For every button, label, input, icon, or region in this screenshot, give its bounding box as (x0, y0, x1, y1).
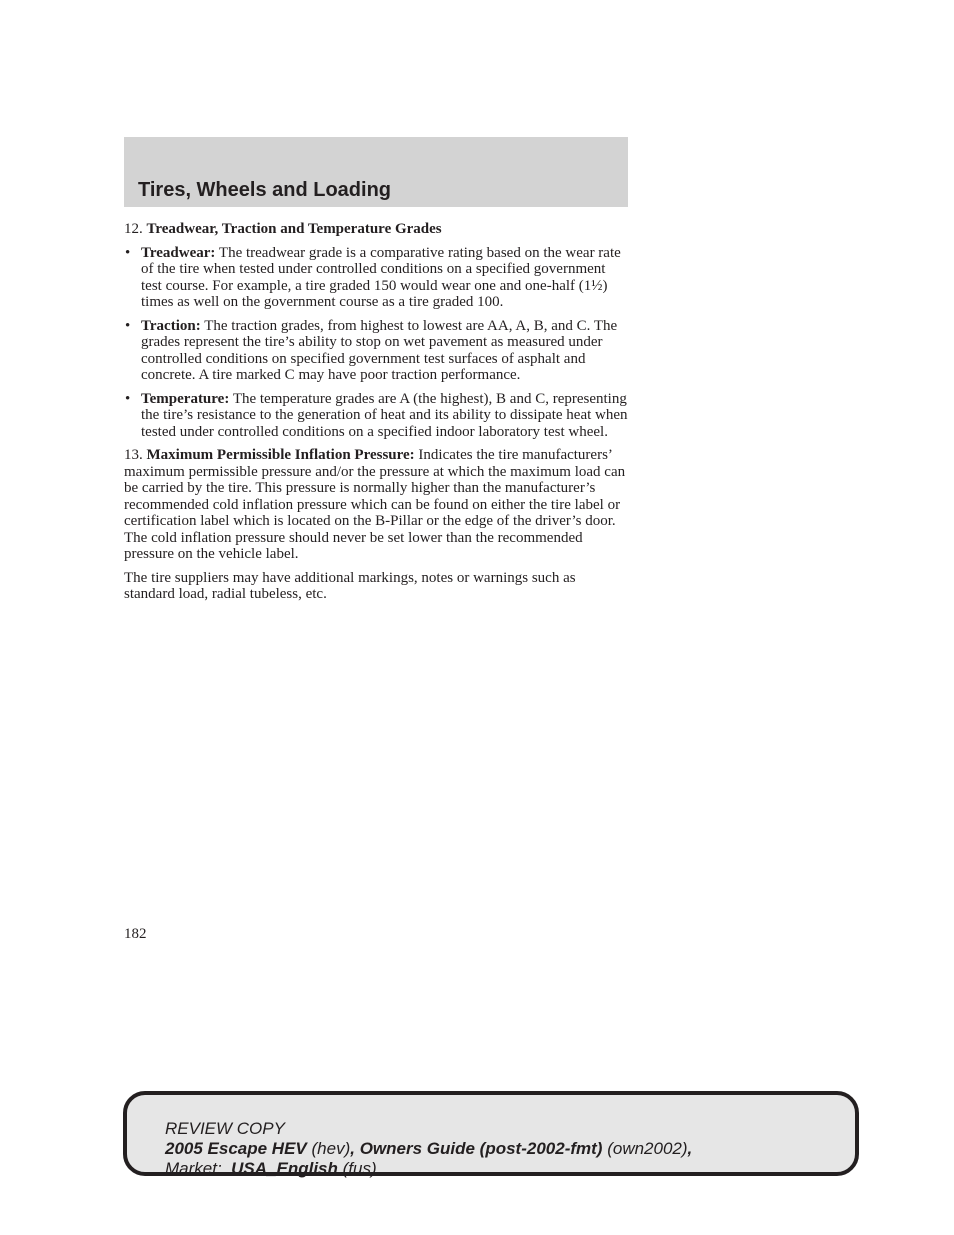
footer-vehicle: 2005 Escape HEV (165, 1139, 307, 1158)
footer-guide: Owners Guide (post-2002-fmt) (359, 1139, 603, 1158)
list-item-traction (124, 318, 628, 384)
item-12-title: Treadwear, Traction and Temperature Grades (146, 221, 442, 237)
footer-market-label: Market: (165, 1159, 222, 1178)
treadwear-label: Treadwear: (141, 244, 216, 261)
footer-separator: , (687, 1139, 693, 1158)
traction-text: The traction grades, from highest to lowest are AA, A, B, and C. The grades represent the tire’s ability to stop on wet pavement as measured under controlled conditions on specified government test surfaces of asphalt and concrete. A tire marked C may have poor traction performance. (141, 317, 618, 383)
list-item-temperature (124, 391, 628, 441)
closing-paragraph: The tire suppliers may have additional markings, notes or warnings such as standard load, radial tubeless, etc. (124, 569, 576, 602)
bullet-icon: • (125, 390, 131, 407)
section-title: Tires, Wheels and Loading (138, 179, 392, 201)
footer-market-line (165, 1159, 692, 1179)
review-copy-label: REVIEW COPY (165, 1119, 285, 1138)
footer-text (165, 1119, 692, 1179)
item-12-heading (124, 221, 628, 238)
item-13-text: Indicates the tire manufacturers’ maximum permissible pressure and/or the pressure at which the maximum load can be carried by the tire. This pressure is normally higher than the manufacturer’s recommended cold inflation pressure which can be found on either the tire label or certification label which is located on the B-Pillar or the edge of the driver’s door. The cold inflation pressure should never be set lower than the recommended pressure on the vehicle label. (124, 447, 626, 562)
page-number: 182 (124, 926, 147, 942)
section-header-band (124, 137, 628, 207)
item-12-number: 12. (124, 221, 143, 237)
item-13-paragraph (124, 447, 628, 563)
traction-label: Traction: (141, 317, 201, 334)
review-copy-footer (123, 1091, 859, 1176)
footer-guide-code: (own2002) (607, 1139, 688, 1158)
footer-market-code: (fus) (342, 1159, 377, 1178)
footer-separator: , (350, 1139, 355, 1158)
list-item-treadwear (124, 245, 628, 311)
item-13-number: 13. (124, 447, 143, 463)
temperature-text: The temperature grades are A (the highest), B and C, representing the tire’s resistance to the generation of heat and its ability to dissipate heat when tested under controlled conditions on a specified indoor laboratory test wheel. (141, 390, 628, 440)
temperature-label: Temperature: (141, 390, 230, 407)
footer-publication-line (165, 1139, 692, 1159)
bullet-icon: • (125, 317, 131, 334)
grades-list (124, 245, 628, 441)
footer-market: USA_English (231, 1159, 338, 1178)
page-content (124, 221, 628, 610)
item-13-title: Maximum Permissible Inflation Pressure: (146, 447, 415, 463)
bullet-icon: • (125, 244, 131, 261)
treadwear-text: The treadwear grade is a comparative rating based on the wear rate of the tire when tested under controlled conditions on a specified government test course. For example, a tire graded 150 would wear one and one-half (1½) times as well on the government course as a tire graded 100. (141, 244, 621, 310)
footer-vehicle-code: (hev) (311, 1139, 351, 1158)
